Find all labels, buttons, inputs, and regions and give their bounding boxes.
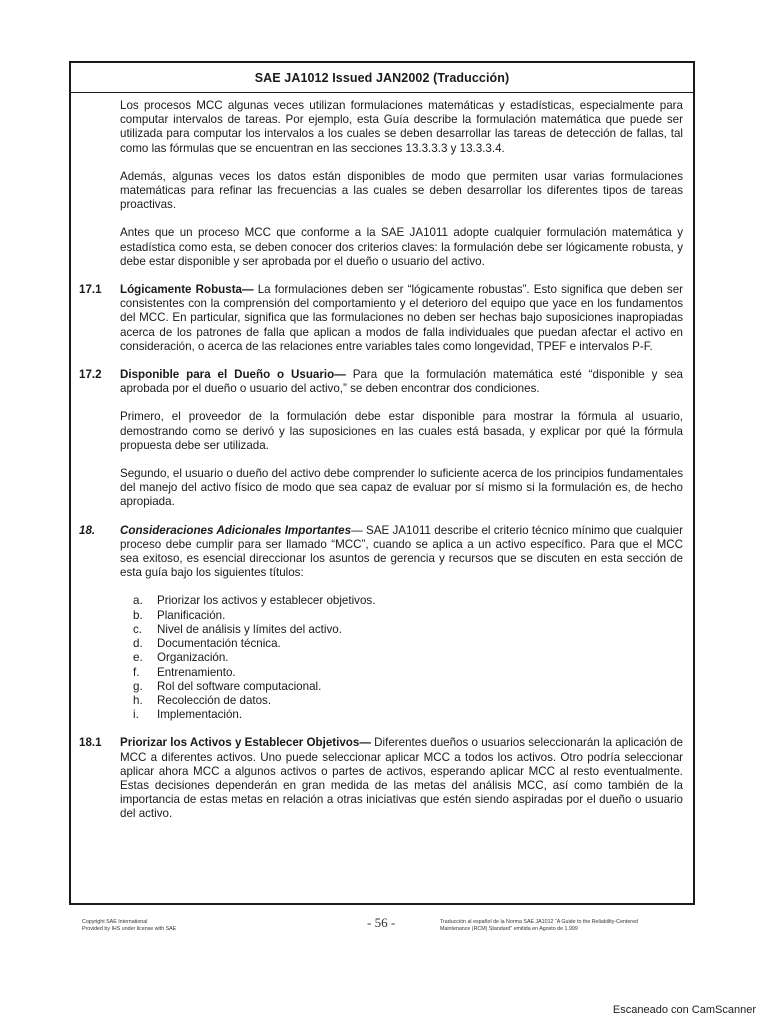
list-text: Implementación. [157,708,243,722]
section-18 [79,524,683,581]
list-letter: g. [133,679,143,693]
list-item [133,680,683,694]
document-frame [69,61,695,905]
topics-list [133,594,683,722]
section-text: Diferentes dueños o usuarios seleccionarán la aplicación de MCC a diferentes activos. Uno puede seleccionar aplicar MCC a todos los activos. Otro podría seleccionar aplicar ahora MCC a algunos activos o partes de activos, esperando aplicar MCC al resto eventualmente. Estas decisiones dependerán en gran medida de las metas del análisis MCC, así como también de la importancia de estas metas en relación a otras iniciativas que estén siendo aspiradas por el dueño o usuario del activo. [120,736,683,821]
intro-paragraph-2: Además, algunas veces los datos están disponibles de modo que permiten usar varias formulaciones matemáticas para refinar las frecuencias a las cuales se deben desarrollar los diferentes tipos de tareas proactivas. [120,169,683,212]
section-body [120,368,683,396]
footer-translation-line-1: Traducción al español de la Norma SAE JA1012 “A Guide to the Reliability-Centered [440,919,638,925]
footer-copyright [82,919,242,932]
scanner-watermark: Escaneado con CamScanner [612,1004,756,1016]
list-text: Nivel de análisis y límites del activo. [157,622,342,636]
document-body [71,93,693,822]
section-17-1 [79,283,683,354]
page-footer [82,915,682,939]
list-letter: i. [133,708,139,722]
footer-translation-line-2: Maintenance (RCM) Standard” emitida en Agosto de 1.999 [440,925,578,932]
section-text: Para que la formulación matemática esté “disponible y sea aprobada por el dueño o usuario del activo,” se deben encontrar dos condiciones. [120,368,684,396]
page-number: - 56 - [367,915,396,930]
section-number: 18. [79,523,96,537]
section-number: 18.1 [79,736,102,750]
section-17-2-paragraph-2: Segundo, el usuario o dueño del activo debe comprender lo suficiente acerca de los principios fundamentales del manejo del activo físico de modo que sea capaz de evaluar por sí mismo si la formulación es, de hecho apropiada. [120,467,683,509]
section-number: 17.1 [79,283,102,297]
list-item [133,651,683,665]
section-heading: Lógicamente Robusta— [120,283,254,297]
list-text: Documentación técnica. [157,637,281,651]
list-text: Organización. [157,651,229,665]
section-heading: Priorizar los Activos y Establecer Objetivos— [120,736,371,750]
section-text: La formulaciones deben ser “lógicamente robustas”. Esto significa que deben ser consistentes con la comprensión del comportamiento y el deterioro del equipo que yace en los fundamentos del MCC. En particular, significa que las formulaciones no deben ser hechas bajo suposiciones inapropiadas acerca de los patrones de falla que aplican a modos de falla individuales que puedan afectar el activo en consideración, o acerca de las relaciones entre variables tales como longevidad, TPEF e intervalos P-F. [120,283,684,353]
list-text: Priorizar los activos y establecer objetivos. [157,594,376,608]
list-text: Recolección de datos. [157,693,272,707]
list-letter: d. [133,637,143,651]
list-text: Entrenamiento. [157,665,236,679]
list-text: Planificación. [157,608,226,622]
list-letter: b. [133,608,143,622]
section-body [120,736,683,821]
list-text: Rol del software computacional. [157,679,322,693]
list-letter: f. [133,665,140,679]
list-letter: e. [133,651,143,665]
list-letter: a. [133,594,143,608]
section-number: 17.2 [79,368,102,382]
section-heading: Consideraciones Adicionales Importantes [120,523,352,537]
section-body [120,524,683,581]
intro-paragraph-1: Los procesos MCC algunas veces utilizan formulaciones matemáticas y estadísticas, especialmente para computar intervalos de tareas. Por ejemplo, esta Guía describe la formulación matemática que puede ser utilizada para computar los intervalos a los cuales se deben desarrollar las tareas de detección de fallas, tal como las fórmulas que se encuentran en las secciones 13.3.3.3 y 13.3.3.4. [120,99,683,155]
section-17-2 [79,368,683,396]
list-item [133,637,683,651]
page-header-title: SAE JA1012 Issued JAN2002 (Traducción) [71,63,693,93]
list-item [133,666,683,680]
section-18-1 [79,736,683,821]
intro-paragraph-3: Antes que un proceso MCC que conforme a la SAE JA1011 adopte cualquier formulación matemática y estadística como esta, se deben conocer dos criterios claves: la formulación debe ser lógicamente robusta, y debe estar disponible y ser aprobada por el dueño o usuario del activo. [120,226,683,268]
section-body [120,283,683,354]
section-heading: Disponible para el Dueño o Usuario— [120,368,346,382]
footer-translation-note [440,919,690,932]
section-text: — SAE JA1011 describe el criterio técnico mínimo que cualquier proceso debe cumplir para ser llamado “MCC”, cuando se aplica a un activo específico. Para que el MCC sea exitoso, es esencial direccionar los asuntos de gerencia y recursos que se discuten en esta sección de esta guía bajo los siguientes títulos: [120,523,683,580]
footer-copyright-line: Copyright SAE International [82,919,148,925]
list-item [133,708,683,722]
list-letter: c. [133,622,143,636]
list-item [133,694,683,708]
list-item [133,609,683,623]
list-item [133,594,683,608]
list-item [133,623,683,637]
list-letter: h. [133,693,143,707]
footer-license-line: Provided by IHS under license with SAE [82,925,177,932]
section-17-2-paragraph-1: Primero, el proveedor de la formulación debe estar disponible para mostrar la fórmula al usuario, demostrando como se derivó y las suposiciones en las cuales está basada, y explicar por qué la fórmula propuesta debe ser utilizada. [120,410,683,452]
